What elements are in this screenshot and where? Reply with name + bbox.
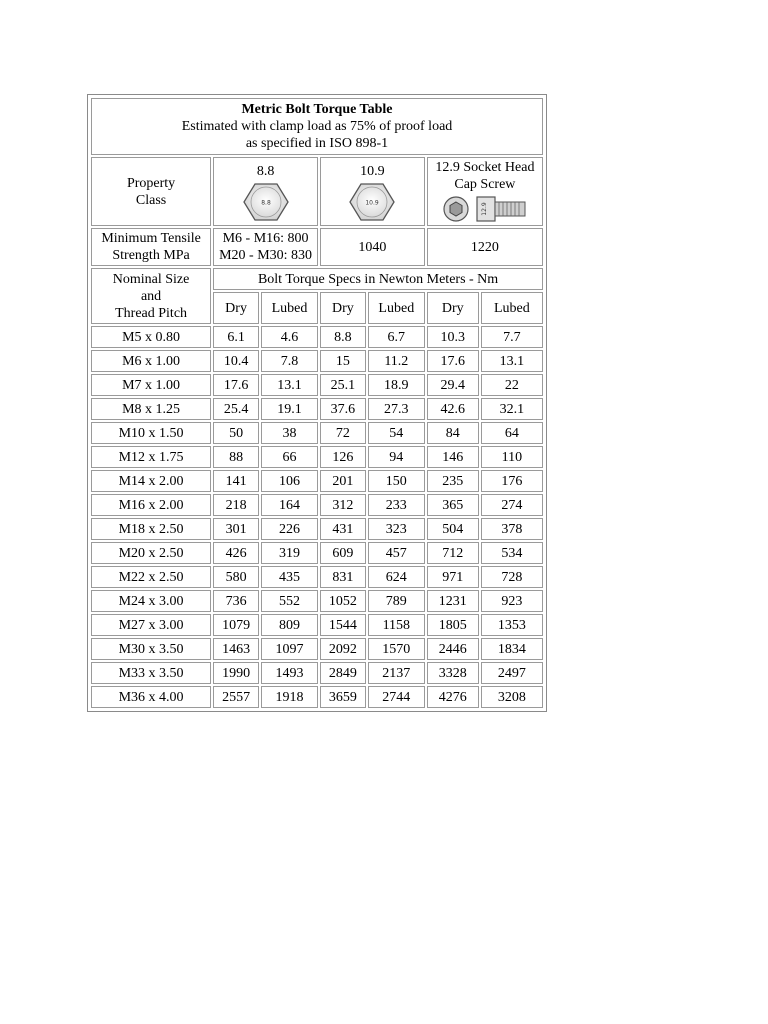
torque-value-cell: 7.7 [481,326,543,348]
socket-head-cap-screw-icon [428,193,542,225]
class-10-9-label: 10.9 [360,163,385,179]
torque-value-cell: 146 [427,446,479,468]
table-row [91,542,543,564]
torque-value-cell: 10.3 [427,326,479,348]
torque-value-cell: 110 [481,446,543,468]
torque-value-cell: 25.1 [320,374,366,396]
torque-value-cell: 1493 [261,662,318,684]
torque-value-cell: 32.1 [481,398,543,420]
torque-value-cell: 323 [368,518,425,540]
torque-value-cell: 235 [427,470,479,492]
torque-value-cell: 1544 [320,614,366,636]
sub-header-dry: Dry [213,292,259,324]
torque-value-cell: 728 [481,566,543,588]
torque-value-cell: 13.1 [481,350,543,372]
torque-value-cell: 2446 [427,638,479,660]
torque-value-cell: 72 [320,422,366,444]
hex-bolt-head-icon [321,182,424,222]
table-row [91,470,543,492]
torque-value-cell: 1353 [481,614,543,636]
torque-value-cell: 1097 [261,638,318,660]
torque-value-cell: 218 [213,494,259,516]
torque-value-cell: 431 [320,518,366,540]
torque-value-cell: 1570 [368,638,425,660]
torque-value-cell: 712 [427,542,479,564]
nominal-size-cell: M6 x 1.00 [91,350,211,372]
torque-value-cell: 10.4 [213,350,259,372]
nominal-size-cell: M7 x 1.00 [91,374,211,396]
nominal-size-cell: M36 x 4.00 [91,686,211,708]
torque-value-cell: 201 [320,470,366,492]
torque-value-cell: 312 [320,494,366,516]
torque-value-cell: 365 [427,494,479,516]
tensile-label-line2: Strength MPa [112,248,190,263]
torque-value-cell: 426 [213,542,259,564]
torque-value-cell: 831 [320,566,366,588]
torque-value-cell: 15 [320,350,366,372]
torque-value-cell: 226 [261,518,318,540]
torque-value-cell: 25.4 [213,398,259,420]
nominal-size-cell: M27 x 3.00 [91,614,211,636]
torque-value-cell: 580 [213,566,259,588]
torque-value-cell: 2744 [368,686,425,708]
torque-value-cell: 809 [261,614,318,636]
nominal-size-cell: M14 x 2.00 [91,470,211,492]
tensile-label-line1: Minimum Tensile [101,231,201,246]
torque-value-cell: 150 [368,470,425,492]
torque-value-cell: 319 [261,542,318,564]
torque-value-cell: 126 [320,446,366,468]
table-row [91,590,543,612]
class-8-8-cell [213,157,318,226]
nominal-size-label [91,268,211,324]
torque-value-cell: 17.6 [427,350,479,372]
table-title: Metric Bolt Torque Table [241,102,393,117]
table-row [91,494,543,516]
sub-header-lubed: Lubed [261,292,318,324]
torque-value-cell: 1463 [213,638,259,660]
torque-value-cell: 6.7 [368,326,425,348]
hex-bolt-head-icon [214,182,317,222]
torque-value-cell: 3328 [427,662,479,684]
svg-text:12.9: 12.9 [480,202,488,216]
nominal-size-cell: M10 x 1.50 [91,422,211,444]
torque-value-cell: 2497 [481,662,543,684]
torque-value-cell: 2137 [368,662,425,684]
nominal-size-cell: M12 x 1.75 [91,446,211,468]
torque-value-cell: 2092 [320,638,366,660]
torque-spec-header: Bolt Torque Specs in Newton Meters - Nm [213,268,543,290]
torque-value-cell: 1990 [213,662,259,684]
torque-value-cell: 457 [368,542,425,564]
table-row [91,518,543,540]
table-subtitle-line1: Estimated with clamp load as 75% of proof load [181,119,453,134]
torque-value-cell: 22 [481,374,543,396]
torque-value-cell: 923 [481,590,543,612]
tensile-10-9: 1040 [320,228,425,266]
torque-value-cell: 17.6 [213,374,259,396]
svg-text:8.8: 8.8 [260,199,271,206]
table-row [91,638,543,660]
torque-value-cell: 301 [213,518,259,540]
table-row [91,662,543,684]
torque-value-cell: 435 [261,566,318,588]
torque-value-cell: 54 [368,422,425,444]
torque-value-cell: 1158 [368,614,425,636]
torque-value-cell: 27.3 [368,398,425,420]
torque-value-cell: 1052 [320,590,366,612]
torque-value-cell: 971 [427,566,479,588]
nominal-size-cell: M8 x 1.25 [91,398,211,420]
torque-value-cell: 11.2 [368,350,425,372]
nominal-size-cell: M5 x 0.80 [91,326,211,348]
tensile-label [91,228,211,266]
torque-value-cell: 2557 [213,686,259,708]
property-class-label-line2: Class [135,192,167,208]
torque-value-cell: 1079 [213,614,259,636]
torque-value-cell: 233 [368,494,425,516]
nominal-size-line2: and [140,288,162,304]
table-subtitle-line2: as specified in ISO 898-1 [245,136,389,151]
table-row [91,350,543,372]
torque-value-cell: 624 [368,566,425,588]
torque-value-cell: 552 [261,590,318,612]
torque-value-cell: 19.1 [261,398,318,420]
nominal-size-cell: M20 x 2.50 [91,542,211,564]
nominal-size-cell: M18 x 2.50 [91,518,211,540]
torque-value-cell: 66 [261,446,318,468]
torque-value-cell: 789 [368,590,425,612]
table-row [91,614,543,636]
torque-value-cell: 609 [320,542,366,564]
property-class-label [91,157,211,226]
torque-value-cell: 106 [261,470,318,492]
torque-value-cell: 2849 [320,662,366,684]
torque-value-cell: 94 [368,446,425,468]
torque-value-cell: 3659 [320,686,366,708]
sub-header-lubed: Lubed [481,292,543,324]
nominal-size-cell: M16 x 2.00 [91,494,211,516]
tensile-8-8-line2: M20 - M30: 830 [219,248,313,263]
table-row [91,374,543,396]
torque-value-cell: 29.4 [427,374,479,396]
torque-value-cell: 88 [213,446,259,468]
sub-header-dry: Dry [320,292,366,324]
torque-value-cell: 176 [481,470,543,492]
torque-value-cell: 3208 [481,686,543,708]
torque-value-cell: 141 [213,470,259,492]
torque-value-cell: 42.6 [427,398,479,420]
torque-value-cell: 84 [427,422,479,444]
torque-value-cell: 736 [213,590,259,612]
torque-value-cell: 64 [481,422,543,444]
table-row [91,446,543,468]
torque-value-cell: 274 [481,494,543,516]
torque-value-cell: 1805 [427,614,479,636]
sub-header-lubed: Lubed [368,292,425,324]
table-row [91,326,543,348]
torque-value-cell: 1834 [481,638,543,660]
torque-value-cell: 378 [481,518,543,540]
nominal-size-cell: M22 x 2.50 [91,566,211,588]
torque-value-cell: 4276 [427,686,479,708]
nominal-size-cell: M30 x 3.50 [91,638,211,660]
torque-value-cell: 8.8 [320,326,366,348]
class-10-9-cell [320,157,425,226]
torque-value-cell: 6.1 [213,326,259,348]
torque-table-frame [87,94,547,712]
nominal-size-cell: M33 x 3.50 [91,662,211,684]
sub-header-dry: Dry [427,292,479,324]
torque-value-cell: 504 [427,518,479,540]
class-8-8-label: 8.8 [256,163,275,179]
class-12-9-label-line2: Cap Screw [454,177,516,192]
torque-value-cell: 1918 [261,686,318,708]
class-12-9-cell [427,157,543,226]
torque-value-cell: 1231 [427,590,479,612]
property-class-label-line1: Property [126,175,176,191]
torque-table [89,96,545,710]
torque-value-cell: 38 [261,422,318,444]
torque-value-cell: 50 [213,422,259,444]
nominal-size-cell: M24 x 3.00 [91,590,211,612]
torque-value-cell: 7.8 [261,350,318,372]
table-row [91,398,543,420]
tensile-12-9: 1220 [427,228,543,266]
nominal-size-line1: Nominal Size [112,271,190,287]
class-12-9-label-line1: 12.9 Socket Head [435,160,535,175]
torque-value-cell: 18.9 [368,374,425,396]
torque-value-cell: 4.6 [261,326,318,348]
table-row [91,566,543,588]
table-title-cell [91,98,543,155]
svg-text:10.9: 10.9 [365,199,380,206]
nominal-size-line3: Thread Pitch [115,305,188,321]
torque-value-cell: 534 [481,542,543,564]
torque-value-cell: 164 [261,494,318,516]
table-row [91,422,543,444]
torque-value-cell: 37.6 [320,398,366,420]
torque-value-cell: 13.1 [261,374,318,396]
tensile-8-8 [213,228,318,266]
tensile-8-8-line1: M6 - M16: 800 [222,231,309,246]
table-row [91,686,543,708]
